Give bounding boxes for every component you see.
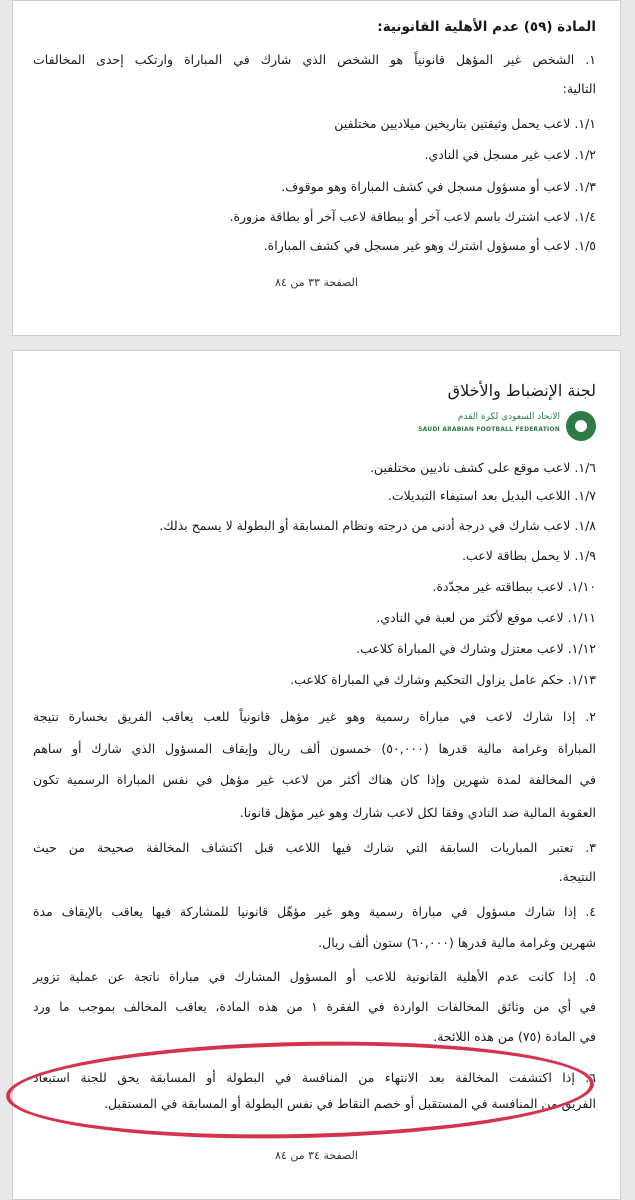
page-number-footer: الصفحة ٣٣ من ٨٤ (275, 276, 358, 289)
list-item: ١/٨. لاعب شارك في درجة أدنى من درجته ونظام المسابقة أو البطولة لا يسمح بذلك. (159, 518, 596, 533)
logo-english-text: SAUDI ARABIAN FOOTBALL FEDERATION (418, 426, 560, 433)
paragraph-6-line: ٦. إذا اكتشفت المخالفة بعد الانتهاء من المنافسة في البطولة أو المسابقة يحق للجنة استبعاد (33, 1070, 596, 1085)
paragraph-5-line: في المادة (٧٥) من هذه اللائحة. (433, 1029, 596, 1044)
paragraph-4-line: ٤. إذا شارك مسؤول في مباراة رسمية وهو غير مؤهّل قانونيا للمشاركة فيها يعاقب بالإيقاف مدة (33, 904, 596, 919)
federation-logo (416, 411, 596, 443)
document-page-33 (12, 0, 621, 336)
committee-title: لجنة الإنضباط والأخلاق (447, 381, 596, 400)
list-item: ١/٣. لاعب أو مسؤول مسجل في كشف المباراة وهو موقوف. (281, 179, 596, 194)
paragraph-2-line: العقوبة المالية ضد النادي وفقا لكل لاعب شارك وهو غير مؤهل قانونا. (239, 805, 596, 820)
paragraph-5-line: في أي من وثائق المخالفات الواردة في الفقرة ١ من هذه المادة، يعاقب المخالف بموجب ما ورد (33, 999, 596, 1014)
paragraph-3-line: ٣. تعتبر المباريات السابقة التي شارك فيها اللاعب قبل اكتشاف المخالفة صحيحة من حيث (33, 840, 596, 855)
list-item: ١/٧. اللاعب البديل بعد استيفاء التبديلات. (387, 488, 596, 503)
paragraph-6-line: الفريق من المنافسة في المستقبل أو خصم النقاط في نفس البطولة أو المسابقة في المستقبل. (104, 1096, 596, 1111)
paragraph-2-line: المباراة وغرامة مالية قدرها (٥٠,٠٠٠) خمسون ألف ريال وإيقاف المسؤول الذي شارك أو ساهم (33, 741, 596, 756)
paragraph-5-line: ٥. إذا كانت عدم الأهلية القانونية للاعب أو المسؤول المشارك في مباراة ناتجة عن عملية تزوير (33, 969, 596, 984)
paragraph-3-line: النتيجة. (558, 869, 596, 884)
list-item: ١/٤. لاعب اشترك باسم لاعب آخر أو ببطاقة لاعب آخر أو بطاقة مزورة. (229, 209, 596, 224)
list-item: ١/١٢. لاعب معتزل وشارك في المباراة كلاعب. (356, 641, 596, 656)
paragraph-2-line: ٢. إذا شارك لاعب في مباراة رسمية وهو غير مؤهل قانونياً للعب يعاقب الفريق بخسارة نتيجة (33, 709, 596, 724)
paragraph-1-line-1: ١. الشخص غير المؤهل قانونياً هو الشخص الذي شارك في المباراة وارتكب إحدى المخالفات (33, 52, 596, 67)
document-page-34 (12, 350, 621, 1200)
list-item: ١/١٠. لاعب ببطاقته غير مجدّدة. (432, 579, 596, 594)
list-item: ١/٩. لا يحمل بطاقة لاعب. (462, 548, 596, 563)
list-item: ١/١٣. حكم عامل يزاول التحكيم وشارك في المباراة كلاعب. (290, 672, 596, 687)
list-item: ١/١. لاعب يحمل وثيقتين بتاريخين ميلاديين مختلفين (334, 116, 596, 131)
list-item: ١/٥. لاعب أو مسؤول اشترك وهو غير مسجل في كشف المباراة. (263, 238, 596, 253)
list-item: ١/٦. لاعب موقع على كشف ناديين مختلفين. (369, 460, 596, 475)
paragraph-1-line-2: التالية: (562, 81, 596, 96)
paragraph-4-line: شهرين وغرامة مالية قدرها (٦٠,٠٠٠) ستون ألف ريال. (318, 935, 596, 950)
logo-arabic-text: الاتحاد السعودي لكرة القدم (457, 412, 560, 422)
list-item: ١/٢. لاعب غير مسجل في النادي. (424, 147, 596, 162)
list-item: ١/١١. لاعب موقع لأكثر من لعبة في النادي. (376, 610, 596, 625)
paragraph-2-line: في المخالفة لمدة شهرين وإذا كان هناك أكثر من لاعب غير مؤهل في نفس المباراة الرسمية تكون (33, 772, 596, 787)
federation-emblem-icon (566, 411, 596, 441)
article-heading: المادة (٥٩) عدم الأهلية القانونية: (377, 19, 596, 35)
page-number-footer: الصفحة ٣٤ من ٨٤ (275, 1149, 358, 1162)
